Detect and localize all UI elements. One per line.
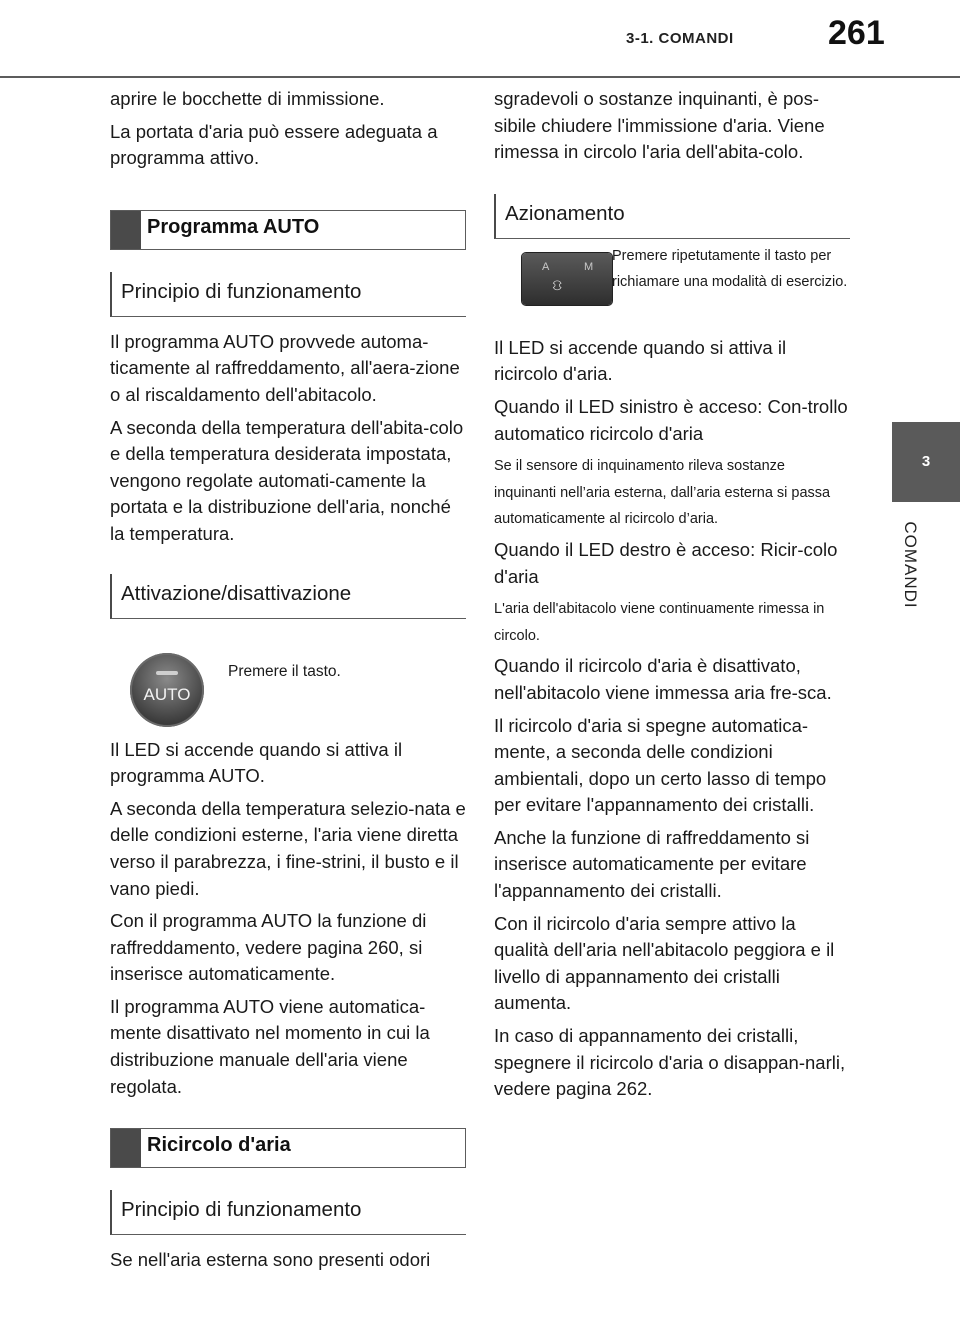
paragraph: A seconda della temperatura dell'abita-colo e della temperatura desiderata impostata, vengono regolate automati-camente la portata e la distribuzione dell'aria, nonché la temperatura. xyxy=(110,416,464,544)
paragraph: Il ricircolo d'aria si spegne automatica-mente, a seconda delle condizioni ambientali, dopo un certo lasso di tempo per evitare l'appannamento dei cristalli. xyxy=(494,714,827,816)
am-button-figure xyxy=(494,239,850,335)
button-caption: Premere il tasto. xyxy=(228,662,341,680)
right-column xyxy=(494,86,850,1109)
car-recirculation-icon: ⛻ xyxy=(552,276,563,293)
header-rule xyxy=(0,76,960,78)
chapter-label: COMANDI xyxy=(901,521,920,609)
paragraph: Quando il ricircolo d'aria è disattivato, nell'abitacolo viene immessa aria fre-sca. xyxy=(494,655,832,703)
paragraph: Anche la funzione di raffreddamento si inserisce automaticamente per evitare l'appannamento dei cristalli. xyxy=(494,826,810,902)
paragraph: Il programma AUTO viene automatica-mente disattivato nel momento in cui la distribuzione manuale dell'aria viene regolata. xyxy=(110,995,430,1097)
paragraph: Quando il LED sinistro è acceso: Con-trollo automatico ricircolo d'aria xyxy=(494,395,848,444)
paragraph: aprire le bocchette di immissione. xyxy=(110,88,385,109)
paragraph-small: L'aria dell'abitacolo viene continuamente rimessa in circolo. xyxy=(494,601,825,644)
paragraph: A seconda della temperatura selezio-nata e delle condizioni esterne, l'aria viene diretta verso il parabrezza, i fine-strini, il busto e il vano piedi. xyxy=(110,797,466,899)
paragraph: Il LED si accende quando si attiva il programma AUTO. xyxy=(110,738,403,787)
heading-ricircolo: Ricircolo d'aria xyxy=(110,1128,466,1168)
paragraph: Con il ricircolo d'aria sempre attivo la qualità dell'aria nell'abitacolo peggiora e il livello di appannamento dei cristalli aumenta. xyxy=(494,912,835,1014)
paragraph: Se nell'aria esterna sono presenti odori xyxy=(110,1249,431,1271)
paragraph: La portata d'aria può essere adeguata a programma attivo. xyxy=(110,120,438,169)
subheading-principio: Principio di funzionamento xyxy=(110,272,466,317)
left-column xyxy=(110,86,466,1280)
subheading-principio-2: Principio di funzionamento xyxy=(110,1190,466,1235)
auto-button-icon: AUTO xyxy=(130,653,204,727)
paragraph: Il LED si accende quando si attiva il ricircolo d'aria. xyxy=(494,336,787,385)
button-caption: Premere ripetutamente il tasto per richiamare una modalità di esercizio. xyxy=(612,247,848,291)
section-title: 3-1. COMANDI xyxy=(626,30,734,47)
recirculation-button-icon: A M ⛻ xyxy=(522,253,612,305)
paragraph: Con il programma AUTO la funzione di raffreddamento, vedere pagina 260, si inserisce automaticamente. xyxy=(110,910,427,985)
auto-button-figure xyxy=(110,645,466,729)
subheading-attivazione: Attivazione/disattivazione xyxy=(110,574,466,619)
paragraph-small: Se il sensore di inquinamento rileva sostanze inquinanti nell’aria esterna, dall’aria esterna si passa automaticamente al ricircolo d’aria. xyxy=(494,458,831,528)
paragraph: Quando il LED destro è acceso: Ricir-colo d'aria xyxy=(494,538,838,587)
chapter-tab[interactable]: 3 xyxy=(892,422,960,502)
led-indicator xyxy=(156,671,178,675)
heading-programma-auto: Programma AUTO xyxy=(110,210,466,250)
subheading-azionamento: Azionamento xyxy=(494,194,850,239)
paragraph: sgradevoli o sostanze inquinanti, è pos-sibile chiudere l'immissione d'aria. Viene rimessa in circolo l'aria dell'abita-colo. xyxy=(494,88,825,163)
page-number: 261 xyxy=(828,14,885,52)
paragraph: Il programma AUTO provvede automa-ticamente al raffreddamento, all'aera-zione o al riscaldamento dell'abitacolo. xyxy=(110,330,460,405)
paragraph: In caso di appannamento dei cristalli, spegnere il ricircolo d'aria o disappan-narli, vedere pagina 262. xyxy=(494,1025,846,1100)
